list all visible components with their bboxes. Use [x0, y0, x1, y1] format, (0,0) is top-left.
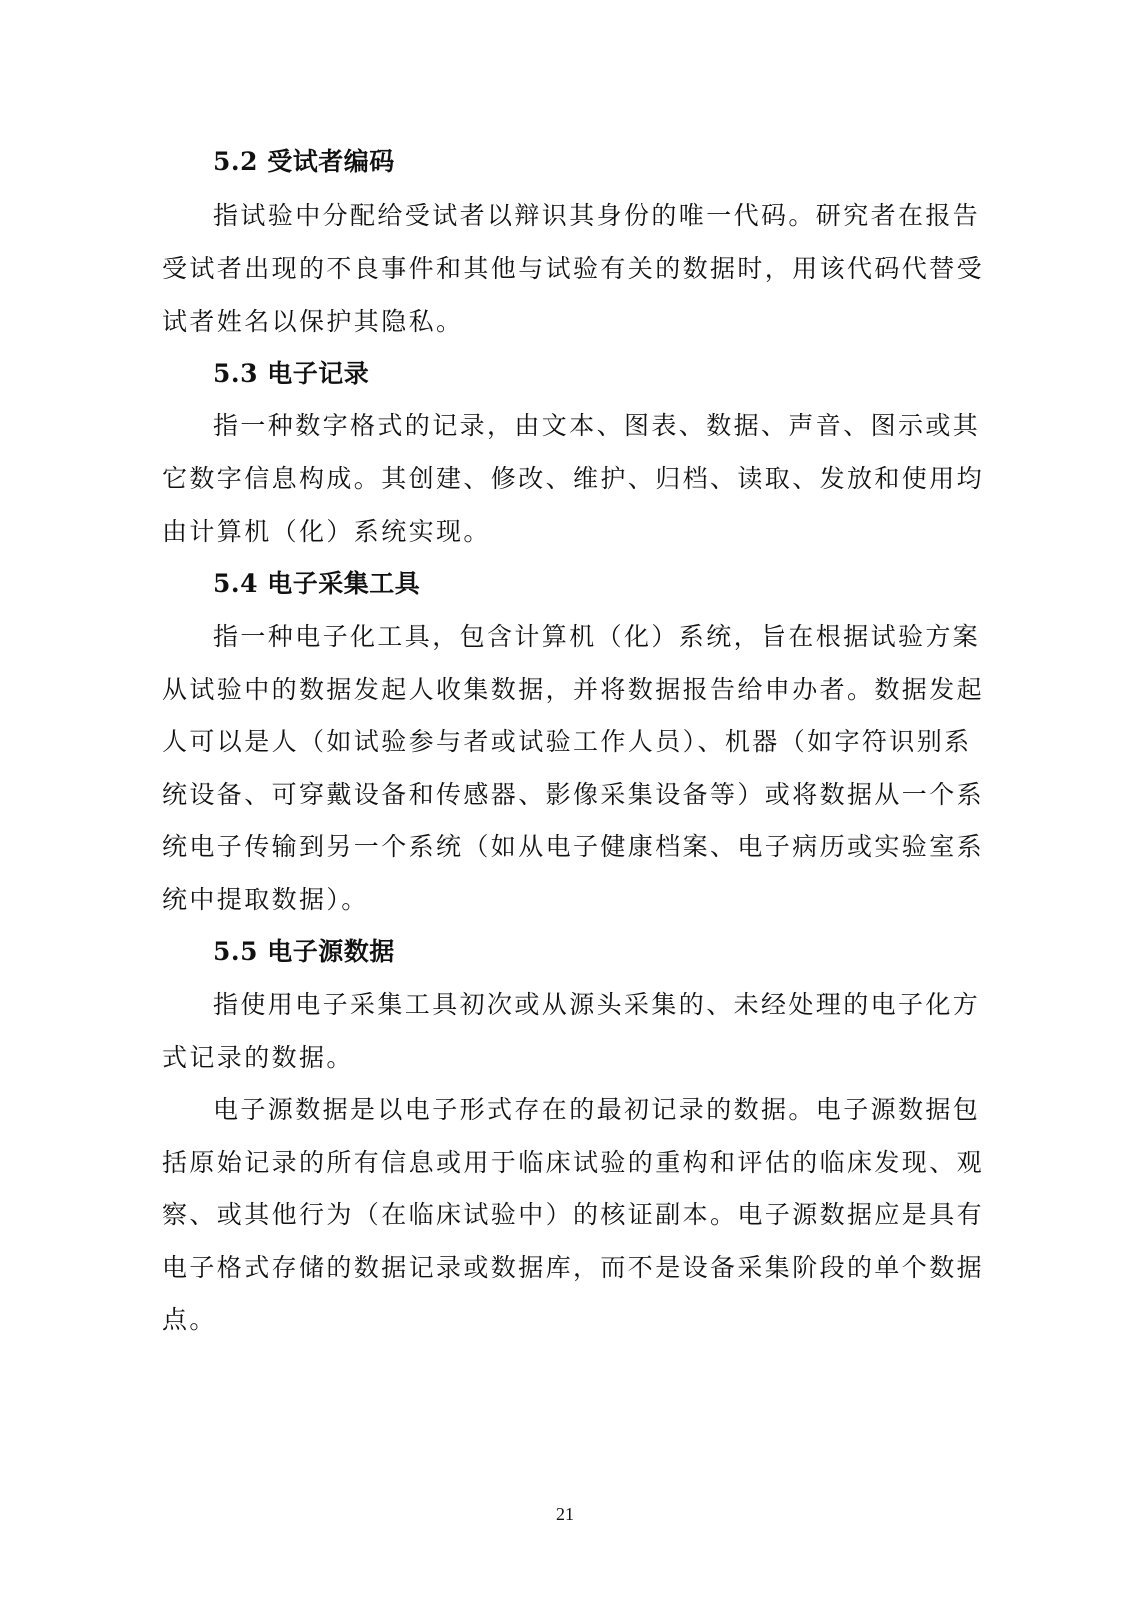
paragraph-line: 式记录的数据。: [162, 1043, 354, 1072]
section-heading-5-5: 5.5 电子源数据: [213, 937, 395, 966]
paragraph-line: 从试验中的数据发起人收集数据，并将数据报告给申办者。数据发起: [162, 675, 985, 704]
paragraph-line: 试者姓名以保护其隐私。: [162, 307, 464, 336]
paragraph-line: 它数字信息构成。其创建、修改、维护、归档、读取、发放和使用均: [162, 464, 985, 493]
paragraph-line: 电子格式存储的数据记录或数据库，而不是设备采集阶段的单个数据: [162, 1253, 985, 1282]
page-number: 21: [556, 1504, 574, 1524]
paragraph-line: 指使用电子采集工具初次或从源头采集的、未经处理的电子化方: [213, 990, 981, 1019]
paragraph-line: 点。: [162, 1305, 217, 1334]
paragraph-line: 统设备、可穿戴设备和传感器、影像采集设备等）或将数据从一个系: [162, 780, 985, 809]
section-heading-5-2: 5.2 受试者编码: [213, 147, 395, 176]
paragraph-line: 统中提取数据）。: [162, 885, 369, 914]
paragraph-line: 受试者出现的不良事件和其他与试验有关的数据时，用该代码代替受: [162, 254, 985, 283]
section-heading-5-4: 5.4 电子采集工具: [213, 569, 421, 598]
paragraph-line: 察、或其他行为（在临床试验中）的核证副本。电子源数据应是具有: [162, 1200, 985, 1229]
paragraph-line: 指一种数字格式的记录，由文本、图表、数据、声音、图示或其: [213, 411, 981, 440]
paragraph-line: 电子源数据是以电子形式存在的最初记录的数据。电子源数据包: [213, 1095, 981, 1124]
paragraph-line: 统电子传输到另一个系统（如从电子健康档案、电子病历或实验室系: [162, 832, 985, 861]
paragraph-line: 括原始记录的所有信息或用于临床试验的重构和评估的临床发现、观: [162, 1148, 985, 1177]
paragraph-line: 由计算机（化）系统实现。: [162, 517, 491, 546]
paragraph-line: 指试验中分配给受试者以辩识其身份的唯一代码。研究者在报告: [213, 201, 981, 230]
paragraph-line: 指一种电子化工具，包含计算机（化）系统，旨在根据试验方案: [213, 622, 981, 651]
paragraph-line: 人可以是人（如试验参与者或试验工作人员）、机器（如字符识别系: [162, 727, 972, 756]
section-heading-5-3: 5.3 电子记录: [213, 359, 370, 388]
